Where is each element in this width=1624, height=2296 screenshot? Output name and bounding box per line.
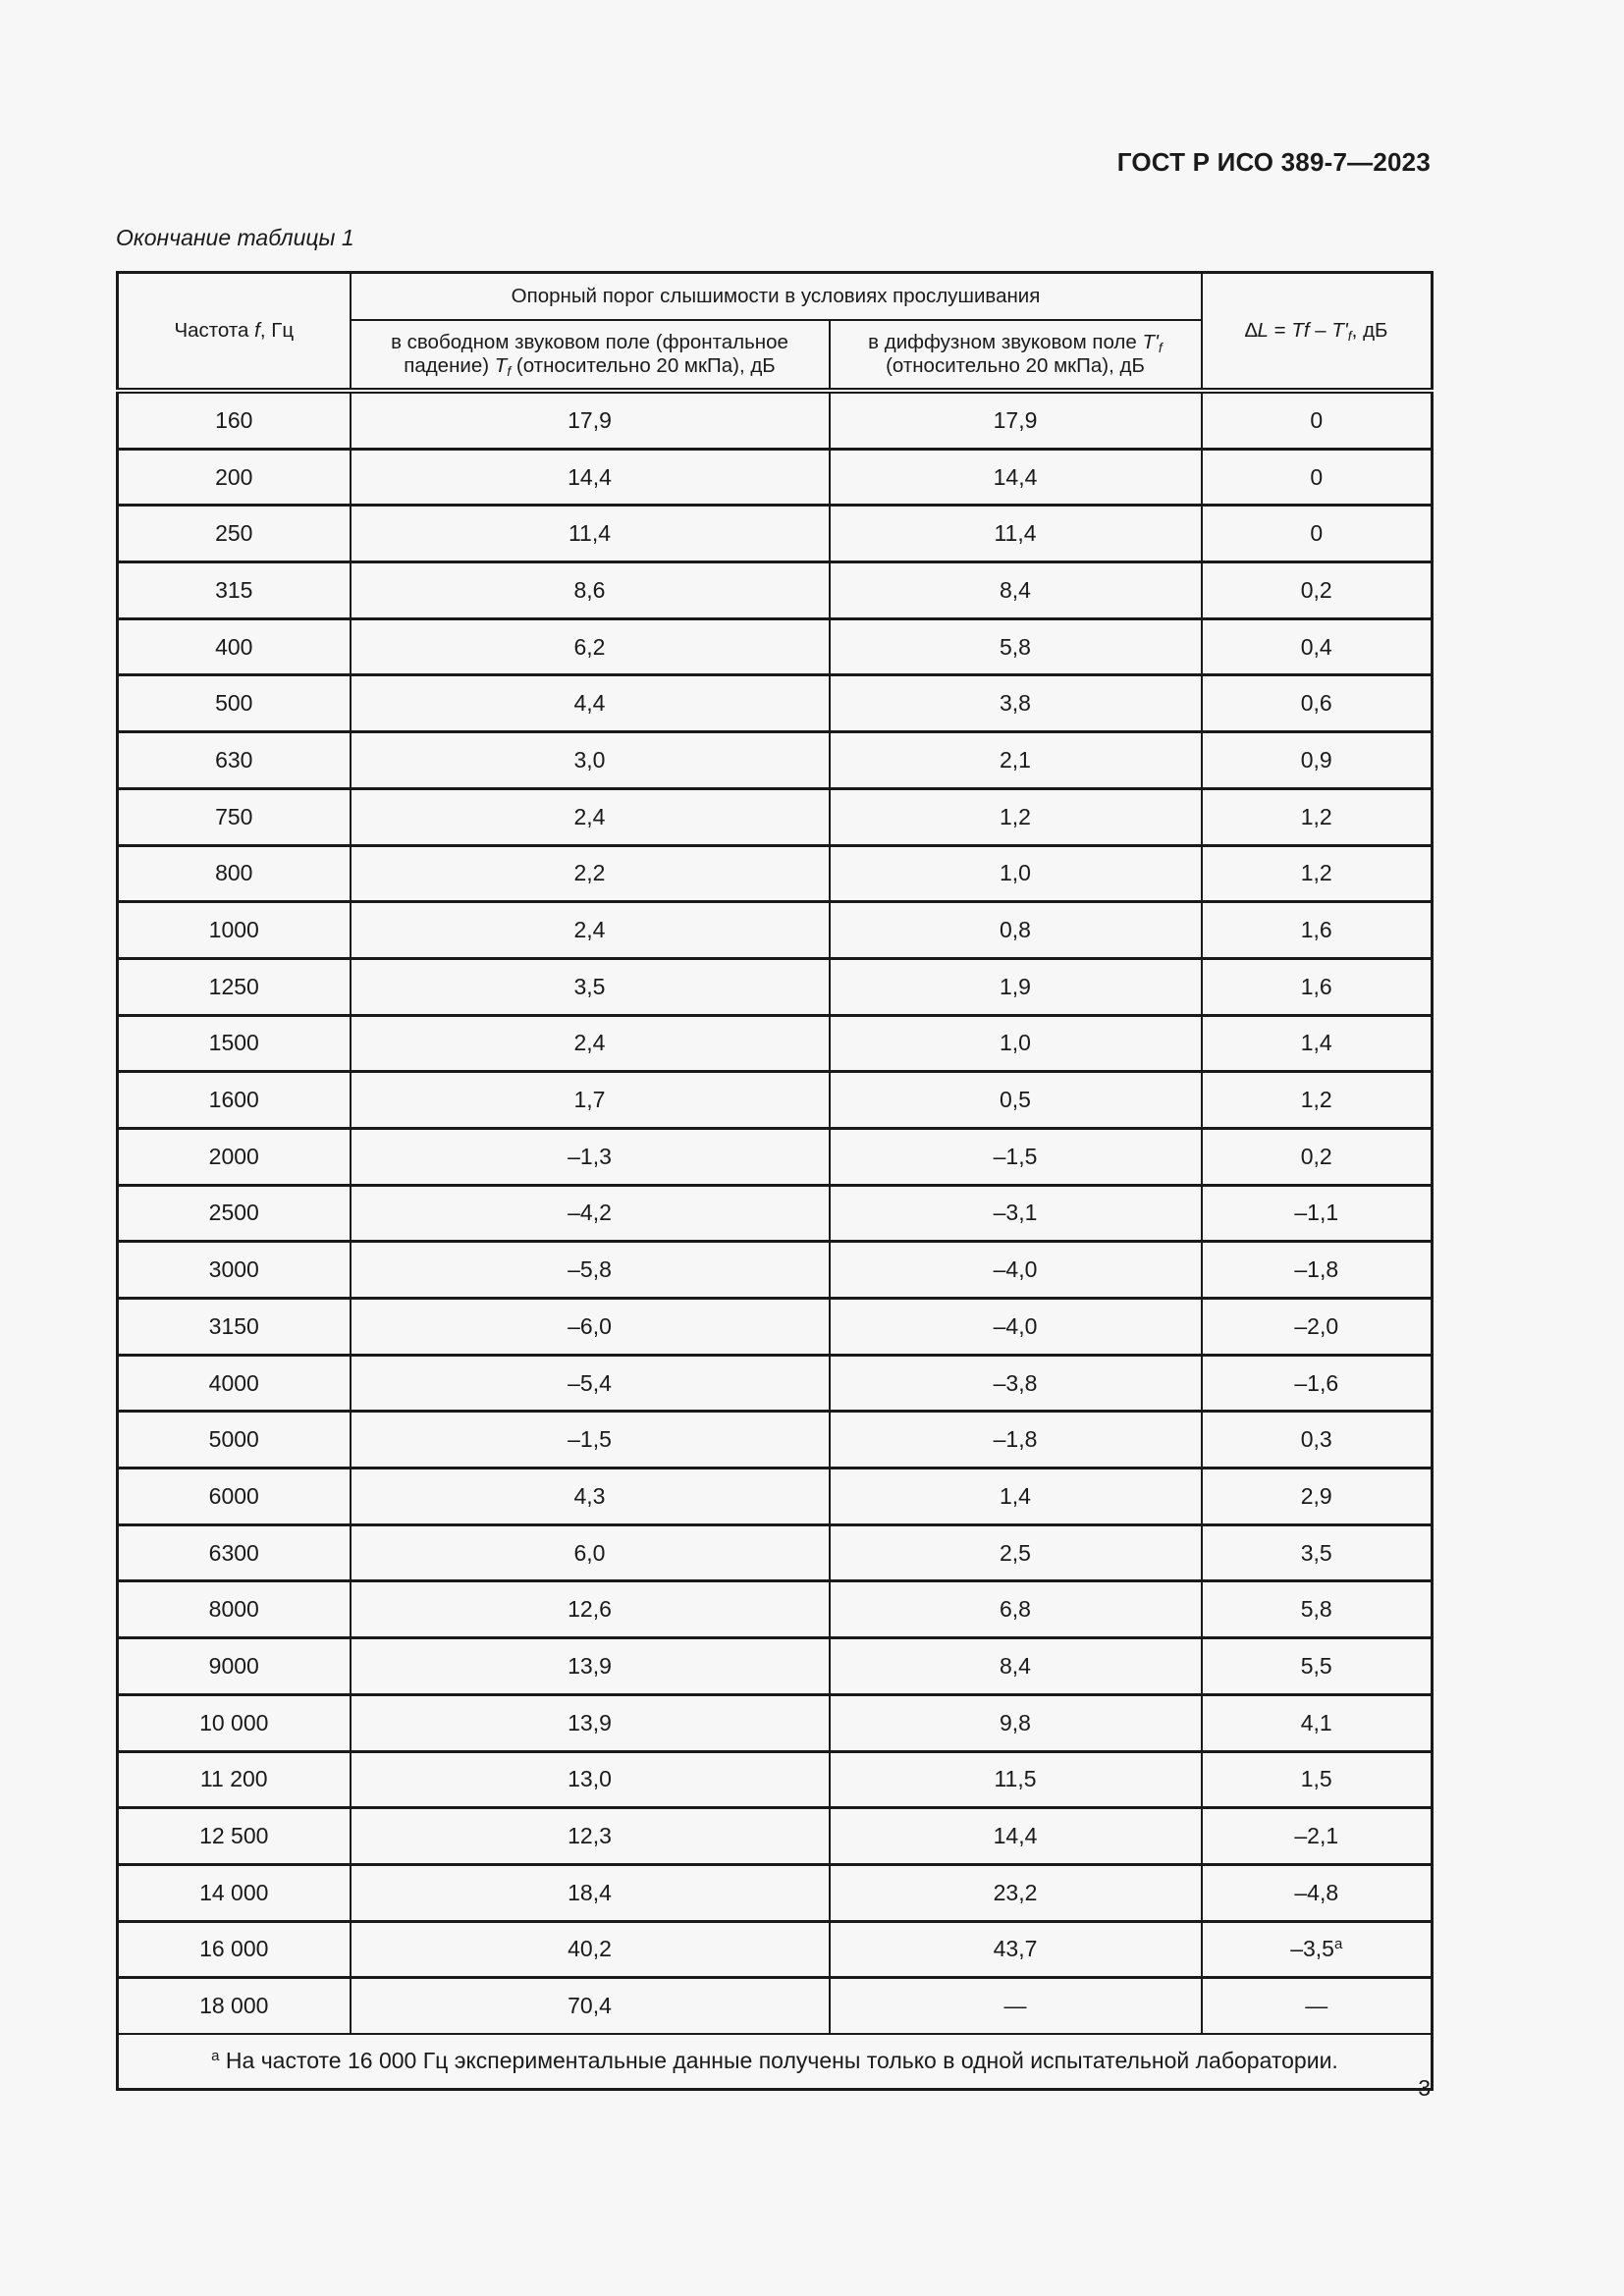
cell-free: –5,8 [351,1242,830,1299]
cell-free: 3,0 [351,732,830,789]
cell-delta: 0,9 [1202,732,1433,789]
cell-freq: 315 [118,562,351,619]
cell-free: 2,4 [351,1015,830,1072]
cell-delta: 5,5 [1202,1638,1433,1695]
table-row [118,1524,1433,1581]
cell-freq: 9000 [118,1638,351,1695]
table-row [118,1412,1433,1468]
table-row [118,1128,1433,1185]
cell-diffuse: 17,9 [830,391,1202,449]
cell-diffuse: –3,8 [830,1355,1202,1412]
cell-free: –1,5 [351,1412,830,1468]
cell-delta: –2,0 [1202,1299,1433,1356]
cell-diffuse: 1,4 [830,1468,1202,1525]
cell-diffuse: 1,2 [830,788,1202,845]
header-delta: $\Delta L = Tf - T'_f$, дБ [1202,273,1433,392]
cell-freq: 1000 [118,902,351,959]
cell-delta: 0 [1202,449,1433,506]
table-row [118,1638,1433,1695]
cell-delta: 2,9 [1202,1468,1433,1525]
table-footnote: $^a$ На частоте 16 000 Гц экспериментальные данные получены только в одной испытательной лаборатории. [118,2034,1433,2090]
cell-delta: 1,6 [1202,958,1433,1015]
cell-delta: 1,4 [1202,1015,1433,1072]
page-number: 3 [1418,2075,1431,2101]
cell-delta: –4,8 [1202,1864,1433,1921]
table-row [118,1864,1433,1921]
table-row [118,958,1433,1015]
table-row [118,1581,1433,1638]
cell-freq: 800 [118,845,351,902]
table-row [118,1185,1433,1242]
cell-diffuse: –1,8 [830,1412,1202,1468]
cell-free: 13,9 [351,1694,830,1751]
cell-freq: 8000 [118,1581,351,1638]
cell-freq: 1500 [118,1015,351,1072]
table-row [118,449,1433,506]
cell-free: –6,0 [351,1299,830,1356]
cell-free: 4,3 [351,1468,830,1525]
cell-delta: –1,6 [1202,1355,1433,1412]
cell-free: 4,4 [351,675,830,732]
cell-delta: –2,1 [1202,1808,1433,1865]
table-row [118,788,1433,845]
cell-free: 70,4 [351,1978,830,2034]
cell-diffuse: 1,9 [830,958,1202,1015]
cell-diffuse: 11,5 [830,1751,1202,1808]
cell-delta: 0,3 [1202,1412,1433,1468]
cell-free: 12,6 [351,1581,830,1638]
document-code: ГОСТ Р ИСО 389-7—2023 [1116,147,1431,177]
cell-free: 40,2 [351,1921,830,1978]
table-row [118,675,1433,732]
header-diffuse-field: в диффузном звуковом поле $T'_f$ (относительно 20 мкПа), дБ [830,320,1202,391]
cell-freq: 3150 [118,1299,351,1356]
table-row [118,1751,1433,1808]
cell-freq: 2500 [118,1185,351,1242]
cell-diffuse: –3,1 [830,1185,1202,1242]
cell-diffuse: 6,8 [830,1581,1202,1638]
cell-delta: 0,2 [1202,562,1433,619]
cell-free: 11,4 [351,506,830,562]
cell-diffuse: –4,0 [830,1242,1202,1299]
cell-diffuse: –1,5 [830,1128,1202,1185]
cell-diffuse: — [830,1978,1202,2034]
cell-freq: 630 [118,732,351,789]
cell-free: –4,2 [351,1185,830,1242]
cell-delta: 0,4 [1202,618,1433,675]
table-caption: Окончание таблицы 1 [116,225,354,250]
cell-freq: 6300 [118,1524,351,1581]
cell-freq: 250 [118,506,351,562]
cell-free: 2,4 [351,788,830,845]
table-row [118,1921,1433,1978]
cell-free: 6,2 [351,618,830,675]
cell-delta: 3,5 [1202,1524,1433,1581]
cell-delta: 5,8 [1202,1581,1433,1638]
table-row [118,1978,1433,2034]
cell-freq: 1250 [118,958,351,1015]
cell-freq: 200 [118,449,351,506]
cell-diffuse: 14,4 [830,449,1202,506]
table-row [118,1015,1433,1072]
cell-delta: 0 [1202,506,1433,562]
hearing-threshold-table [116,271,1434,2091]
cell-delta: –1,8 [1202,1242,1433,1299]
cell-free: 12,3 [351,1808,830,1865]
cell-diffuse: 43,7 [830,1921,1202,1978]
cell-delta: –3,5$^a$ [1202,1921,1433,1978]
cell-freq: 18 000 [118,1978,351,2034]
cell-free: 13,0 [351,1751,830,1808]
cell-free: 3,5 [351,958,830,1015]
cell-diffuse: –4,0 [830,1299,1202,1356]
cell-freq: 6000 [118,1468,351,1525]
cell-delta: 1,6 [1202,902,1433,959]
cell-diffuse: 1,0 [830,1015,1202,1072]
cell-diffuse: 2,1 [830,732,1202,789]
cell-free: 1,7 [351,1072,830,1129]
cell-delta: 1,2 [1202,1072,1433,1129]
cell-freq: 2000 [118,1128,351,1185]
cell-freq: 4000 [118,1355,351,1412]
cell-delta: 0 [1202,391,1433,449]
cell-delta: 1,5 [1202,1751,1433,1808]
cell-free: 14,4 [351,449,830,506]
cell-free: 13,9 [351,1638,830,1695]
cell-diffuse: 0,5 [830,1072,1202,1129]
cell-diffuse: 8,4 [830,1638,1202,1695]
cell-freq: 14 000 [118,1864,351,1921]
cell-freq: 10 000 [118,1694,351,1751]
table-row [118,1242,1433,1299]
cell-diffuse: 2,5 [830,1524,1202,1581]
table-row [118,1808,1433,1865]
cell-free: 8,6 [351,562,830,619]
cell-freq: 500 [118,675,351,732]
cell-diffuse: 9,8 [830,1694,1202,1751]
cell-diffuse: 5,8 [830,618,1202,675]
table-row [118,902,1433,959]
cell-diffuse: 11,4 [830,506,1202,562]
table-row [118,1694,1433,1751]
cell-freq: 750 [118,788,351,845]
table-row [118,732,1433,789]
cell-free: 2,4 [351,902,830,959]
cell-diffuse: 14,4 [830,1808,1202,1865]
cell-freq: 16 000 [118,1921,351,1978]
cell-freq: 160 [118,391,351,449]
cell-free: –1,3 [351,1128,830,1185]
cell-delta: 1,2 [1202,788,1433,845]
cell-free: 2,2 [351,845,830,902]
footnote-marker: a [1333,1936,1343,1953]
cell-freq: 5000 [118,1412,351,1468]
cell-freq: 400 [118,618,351,675]
cell-freq: 11 200 [118,1751,351,1808]
cell-diffuse: 3,8 [830,675,1202,732]
table-row [118,1299,1433,1356]
cell-diffuse: 23,2 [830,1864,1202,1921]
cell-delta: 0,6 [1202,675,1433,732]
cell-free: 18,4 [351,1864,830,1921]
table-row [118,562,1433,619]
cell-diffuse: 0,8 [830,902,1202,959]
cell-delta: — [1202,1978,1433,2034]
cell-delta: 1,2 [1202,845,1433,902]
cell-delta: 4,1 [1202,1694,1433,1751]
cell-diffuse: 8,4 [830,562,1202,619]
cell-free: 6,0 [351,1524,830,1581]
cell-free: –5,4 [351,1355,830,1412]
table-row [118,845,1433,902]
cell-freq: 1600 [118,1072,351,1129]
header-frequency: Частота f, Гц [118,273,351,392]
cell-delta: 0,2 [1202,1128,1433,1185]
cell-free: 17,9 [351,391,830,449]
cell-delta: –1,1 [1202,1185,1433,1242]
table-row [118,1072,1433,1129]
table-row [118,1355,1433,1412]
table-row [118,391,1433,449]
cell-freq: 3000 [118,1242,351,1299]
header-threshold-group: Опорный порог слышимости в условиях прослушивания [351,273,1202,321]
header-free-field: в свободном звуковом поле (фронтальное падение) $T_f$ (относительно 20 мкПа), дБ [351,320,830,391]
table-row [118,618,1433,675]
cell-diffuse: 1,0 [830,845,1202,902]
table-row [118,1468,1433,1525]
table-row [118,506,1433,562]
cell-freq: 12 500 [118,1808,351,1865]
